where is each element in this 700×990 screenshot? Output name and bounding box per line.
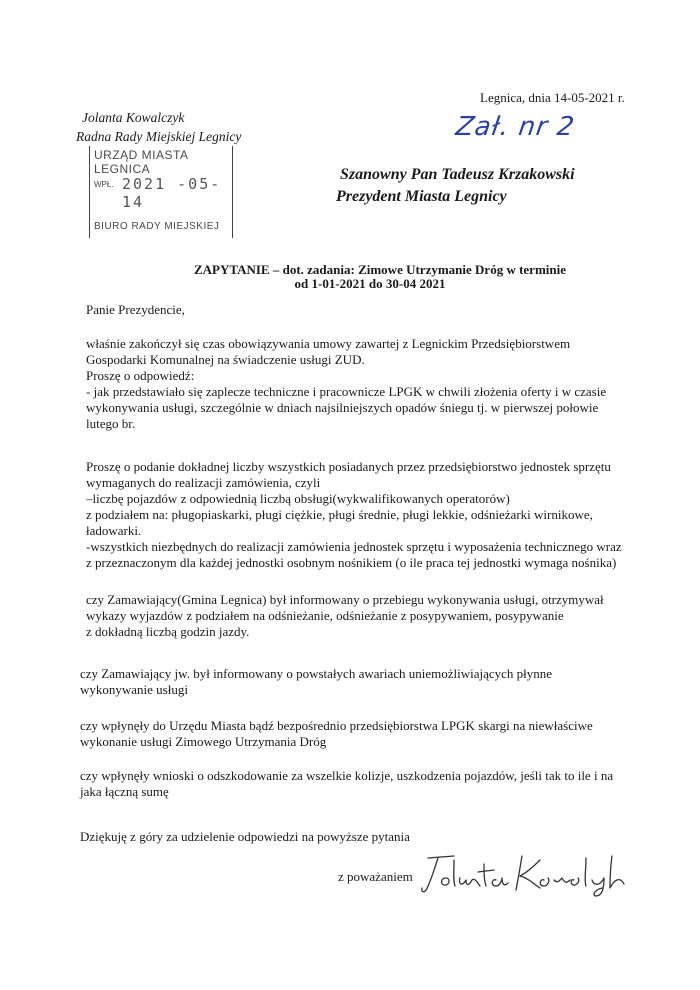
text-line: wykonanie usługi Zimowego Utrzymania Dróg <box>80 734 327 749</box>
text-line: jaka łączną sumę <box>80 784 169 799</box>
text-line: -wszystkich niezbędnych do realizacji zamówienia jednostek sprzętu i wyposażenia technicznego wraz <box>86 539 622 554</box>
stamp-received-label: WPŁ. <box>94 180 114 189</box>
salutation: Panie Prezydencie, <box>86 302 185 317</box>
text-line: wykazy wyjazdów z podziałem na odśnieżanie, odśnieżanie z posypywaniem, posypywanie <box>86 608 564 623</box>
sender-title: Radna Rady Miejskiej Legnicy <box>76 129 242 144</box>
stamp-department: BIURO RADY MIEJSKIEJ <box>94 221 220 232</box>
text-line: z podziałem na: pługopiaskarki, pługi ciężkie, pługi średnie, pługi lekkie, odśnieżarki wirnikowe, <box>86 507 593 522</box>
text-line: wykonywania usługi, szczególnie w dniach najsilniejszych opadów śniegu tj. w pierwszej połowie <box>86 400 599 415</box>
text-line: Proszę o odpowiedź: <box>86 368 195 383</box>
text-line: - jak przedstawiało się zaplecze techniczne i pracownicze LPGK w chwili złożenia oferty i w czasie <box>86 384 607 399</box>
text-line: czy Zamawiający jw. był informowany o powstałych awariach uniemożliwiających płynne <box>80 666 553 681</box>
text-line: z przeznaczonym dla każdej jednostki osobnym nośnikiem (o ile praca tej jednostki wymaga nośnika) <box>86 555 617 570</box>
place-date: Legnica, dnia 14-05-2021 r. <box>480 90 625 105</box>
text-line: z dokładną liczbą godzin jazdy. <box>86 624 250 639</box>
text-line: właśnie zakończył się czas obowiązywania umowy zawartej z Legnickim Przedsiębiorstwem <box>86 336 571 351</box>
paragraph-6 <box>80 768 613 800</box>
addressee-line1: Szanowny Pan Tadeusz Krzakowski <box>340 166 575 183</box>
paragraph-4 <box>80 666 552 698</box>
handwritten-signature <box>420 850 630 903</box>
signature-scribble <box>420 850 630 898</box>
text-line: wykonywanie usługi <box>80 682 188 697</box>
text-line: czy wpłynęły do Urzędu Miasta bądź bezpośrednio przedsiębiorstwa LPGK skargi na niewłaściwe <box>80 718 593 733</box>
text-line: wymaganych do realizacji zamówienia, czyli <box>86 475 321 490</box>
regards-label: z poważaniem <box>338 869 413 884</box>
text-line: czy wpłynęły wnioski o odszkodowanie za wszelkie kolizje, uszkodzenia pojazdów, jeśli tak to ile i na <box>80 768 614 783</box>
text-line: –liczbę pojazdów z odpowiednią liczbą obsługi(wykwalifikowanych operatorów) <box>86 491 510 506</box>
text-line: czy Zamawiający(Gmina Legnica) był informowany o przebiegu wykonywania usługi, otrzymywał <box>86 592 604 607</box>
addressee-line2: Prezydent Miasta Legnicy <box>336 188 507 205</box>
paragraph-2 <box>86 459 622 571</box>
registry-stamp <box>89 146 233 238</box>
text-line: lutego br. <box>86 416 136 431</box>
attachment-annotation: Zał. nr 2 <box>453 112 577 142</box>
stamp-office: URZĄD MIASTA LEGNICA <box>94 148 188 176</box>
text-line: ładowarki. <box>86 523 142 538</box>
text-line: Gospodarki Komunalnej na świadczenie usługi ZUD. <box>86 352 365 367</box>
closing-line: Dziękuję z góry za udzielenie odpowiedzi na powyższe pytania <box>80 829 410 844</box>
paragraph-5 <box>80 718 593 750</box>
subject-line2: od 1-01-2021 do 30-04 2021 <box>294 276 446 291</box>
sender-name: Jolanta Kowalczyk <box>82 110 185 125</box>
text-line: Proszę o podanie dokładnej liczby wszystkich posiadanych przez przedsiębiorstwo jednostek sprzętu <box>86 459 611 474</box>
paragraph-1 <box>86 336 606 432</box>
stamp-date: 2021 -05- 14 <box>122 175 222 211</box>
subject-line1: ZAPYTANIE – dot. zadania: Zimowe Utrzymanie Dróg w terminie <box>193 262 567 277</box>
paragraph-3 <box>86 592 604 640</box>
